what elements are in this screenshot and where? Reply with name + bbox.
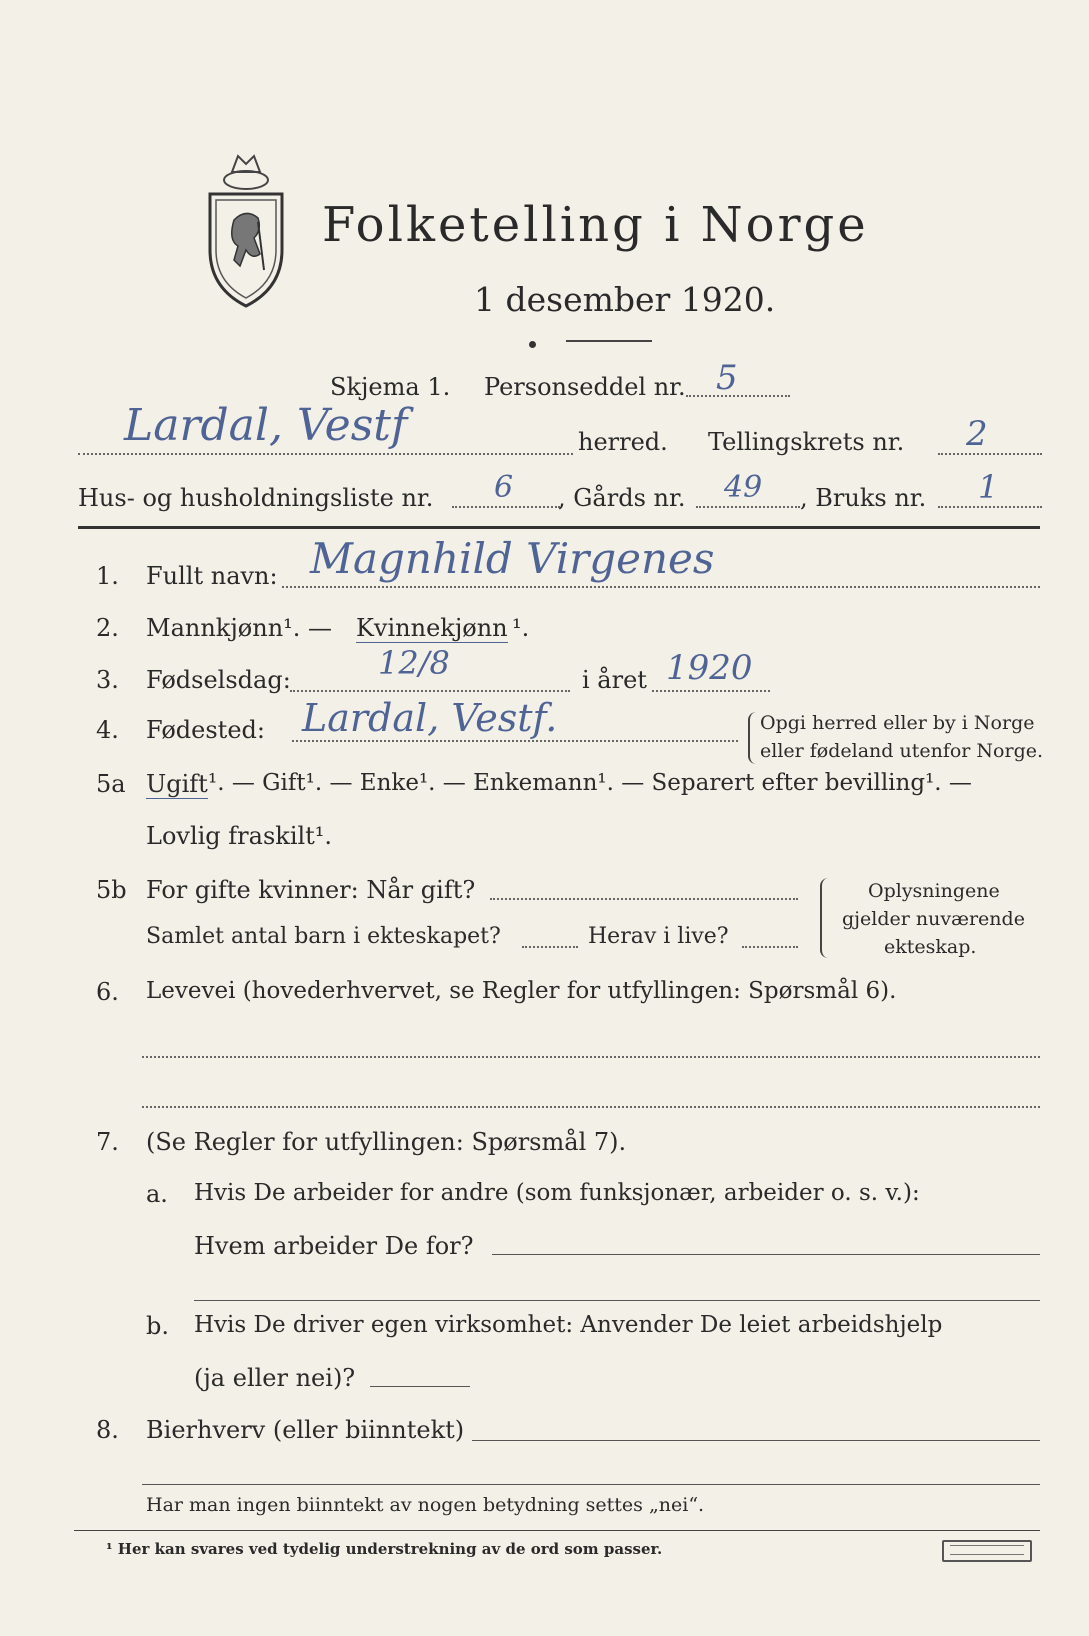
q7a-label-2: Hvem arbeider De for?	[194, 1232, 474, 1260]
herred-label: herred.	[578, 428, 668, 456]
bruks-line	[938, 506, 1042, 508]
q8-note: Har man ingen biinntekt av nogen betydning settes „nei“.	[146, 1494, 705, 1516]
gards-value[interactable]: 49	[724, 470, 763, 505]
form-title: Folketelling i Norge	[322, 197, 869, 253]
q5a-line2: Lovlig fraskilt¹.	[146, 822, 333, 850]
q7-label: (Se Regler for utfyllingen: Spørsmål 7).	[146, 1128, 627, 1156]
gards-label: , Gårds nr.	[558, 484, 686, 512]
q7a-answer-line2[interactable]	[194, 1300, 1040, 1301]
q6-answer-line1[interactable]	[142, 1056, 1040, 1058]
q8-answer-line1[interactable]	[472, 1440, 1040, 1441]
q7a-letter: a.	[146, 1180, 168, 1208]
printer-stamp-icon	[942, 1540, 1032, 1562]
q7b-label-2: (ja eller nei)?	[194, 1364, 356, 1392]
husliste-value[interactable]: 6	[494, 470, 514, 505]
q4-line	[292, 740, 738, 742]
q4-label: Fødested:	[146, 716, 265, 744]
q4-note-line2: eller fødeland utenfor Norge.	[760, 740, 1044, 762]
q4-note-bracket	[748, 712, 758, 764]
q7-number: 7.	[96, 1128, 119, 1156]
q5b-note-bracket	[820, 878, 830, 958]
herred-value[interactable]: Lardal, Vestf	[124, 400, 408, 451]
q5a-other-options: ¹. — Gift¹. — Enke¹. — Enkemann¹. — Separert efter bevilling¹. —	[208, 770, 972, 796]
q5b-note-line3: ekteskap.	[884, 936, 977, 958]
q1-line	[282, 586, 1040, 588]
ornament-dot	[529, 341, 536, 348]
gards-line	[696, 506, 800, 508]
tellingskrets-value[interactable]: 2	[966, 414, 988, 454]
q8-label: Bierhverv (eller biinntekt)	[146, 1416, 465, 1444]
q5b-note-line2: gjelder nuværende	[842, 908, 1025, 930]
q5b-number: 5b	[96, 876, 127, 904]
personseddel-value[interactable]: 5	[716, 358, 738, 398]
q3-year-line	[652, 690, 770, 692]
q5b-alive-label: Herav i live?	[588, 924, 729, 949]
q7a-answer-line1[interactable]	[492, 1254, 1040, 1255]
q5b-married-line	[490, 898, 798, 900]
q7b-letter: b.	[146, 1312, 169, 1340]
header-separator	[78, 526, 1040, 529]
q2-label-female-selected[interactable]: Kvinnekjønn	[356, 614, 508, 642]
q3-label: Fødselsdag:	[146, 666, 291, 694]
q4-number: 4.	[96, 716, 119, 744]
husliste-label: Hus- og husholdningsliste nr.	[78, 484, 434, 512]
herred-line	[78, 453, 573, 455]
q7b-answer-line[interactable]	[370, 1386, 470, 1387]
q5a-ugift-selected[interactable]: Ugift	[146, 770, 208, 798]
q3-year-label: i året	[582, 666, 647, 694]
q5b-children-label: Samlet antal barn i ekteskapet?	[146, 924, 501, 949]
q7b-label: Hvis De driver egen virksomhet: Anvender De leiet arbeidshjelp	[194, 1312, 943, 1338]
full-name-value[interactable]: Magnhild Virgenes	[310, 534, 715, 583]
birthday-value[interactable]: 12/8	[378, 644, 450, 682]
q5b-note-line1: Oplysningene	[868, 880, 1000, 902]
footnote: ¹ Her kan svares ved tydelig understrekning av de ord som passer.	[106, 1540, 663, 1558]
census-date: 1 desember 1920.	[474, 280, 776, 319]
bruks-value[interactable]: 1	[978, 468, 999, 506]
schema-label: Skjema 1.	[330, 373, 451, 401]
birth-year-value[interactable]: 1920	[666, 648, 753, 688]
q2-label-suffix: ¹.	[512, 614, 530, 642]
personseddel-line	[686, 395, 790, 397]
bruks-label: , Bruks nr.	[800, 484, 927, 512]
q5a-number: 5a	[96, 770, 126, 798]
q6-label: Levevei (hovederhvervet, se Regler for utfyllingen: Spørsmål 6).	[146, 978, 897, 1004]
q5b-alive-line	[742, 946, 798, 948]
q8-answer-line2[interactable]	[142, 1484, 1040, 1485]
q8-number: 8.	[96, 1416, 119, 1444]
q7a-label: Hvis De arbeider for andre (som funksjonær, arbeider o. s. v.):	[194, 1180, 920, 1206]
q2-label-male: Mannkjønn¹. —	[146, 614, 333, 642]
q3-line	[290, 690, 570, 692]
birthplace-value[interactable]: Lardal, Vestf.	[302, 696, 558, 740]
coat-of-arms-icon	[200, 150, 292, 310]
q1-label: Fullt navn:	[146, 562, 278, 590]
q6-number: 6.	[96, 978, 119, 1006]
q5b-married-when-label: For gifte kvinner: Når gift?	[146, 876, 476, 904]
q6-answer-line2[interactable]	[142, 1106, 1040, 1108]
ornament-rule	[566, 340, 652, 342]
tellingskrets-label: Tellingskrets nr.	[708, 428, 905, 456]
q1-number: 1.	[96, 562, 119, 590]
q4-note-line1: Opgi herred eller by i Norge	[760, 712, 1035, 734]
footer-rule	[74, 1530, 1040, 1531]
q3-number: 3.	[96, 666, 119, 694]
tellingskrets-line	[938, 453, 1042, 455]
husliste-line	[452, 506, 560, 508]
q2-number: 2.	[96, 614, 119, 642]
personseddel-label: Personseddel nr.	[484, 373, 686, 401]
q5b-children-line	[522, 946, 578, 948]
